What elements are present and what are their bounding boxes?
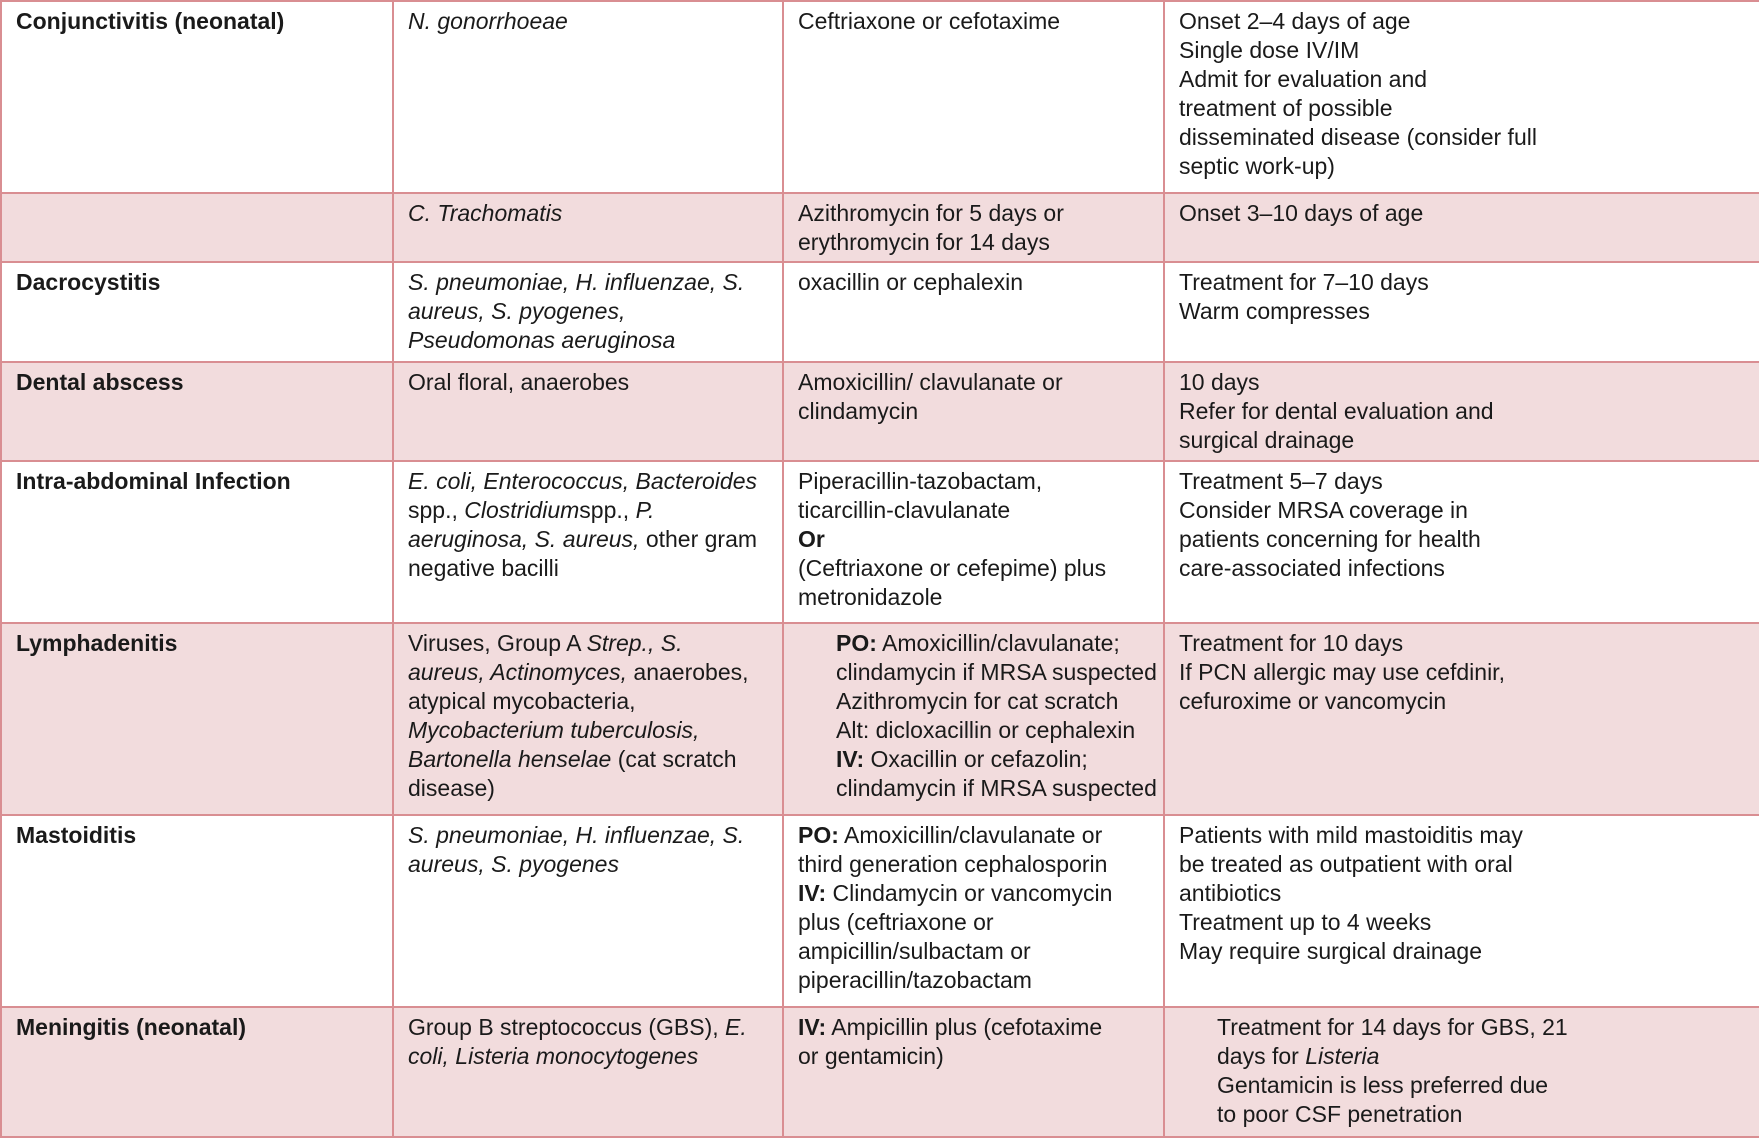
text-segment: spp., xyxy=(408,497,465,524)
table-row xyxy=(1,193,1759,262)
text-segment: Alt: dicloxacillin or cephalexin xyxy=(836,716,1136,743)
condition-cell xyxy=(1,623,393,815)
text-segment: Azithromycin for cat scratch xyxy=(836,687,1119,714)
comments-line xyxy=(1179,937,1745,966)
comments-line xyxy=(1179,850,1745,879)
text-segment: Treatment for 14 days for GBS, 21 xyxy=(1217,1013,1568,1040)
text-segment: aureus, S. pyogenes, xyxy=(408,297,626,324)
organisms-line xyxy=(408,821,768,850)
condition-cell xyxy=(1,262,393,362)
organisms-line xyxy=(408,1042,768,1071)
text-segment: P. xyxy=(635,497,655,524)
text-segment: Viruses, Group A xyxy=(408,629,587,656)
comments-line xyxy=(1179,629,1745,658)
treatment-line xyxy=(798,583,1149,612)
organisms-cell xyxy=(393,1007,783,1137)
text-segment: other gram xyxy=(639,526,758,553)
organisms-line xyxy=(408,658,768,687)
text-segment: May require surgical drainage xyxy=(1179,937,1482,964)
organisms-line xyxy=(408,554,768,583)
text-segment: Oral floral, anaerobes xyxy=(408,368,630,395)
comments-cell xyxy=(1164,461,1759,622)
text-segment: negative bacilli xyxy=(408,555,559,582)
table-row xyxy=(1,623,1759,815)
comments-line xyxy=(1179,94,1745,123)
comments-line xyxy=(1179,426,1745,455)
text-segment: Refer for dental evaluation and xyxy=(1179,397,1494,424)
treatment-line xyxy=(798,268,1149,297)
treatment-line xyxy=(798,467,1149,496)
text-segment: patients concerning for health xyxy=(1179,526,1481,553)
comments-line xyxy=(1179,297,1745,326)
text-segment: Group B streptococcus (GBS), xyxy=(408,1013,726,1040)
text-segment: Treatment for 7–10 days xyxy=(1179,268,1429,295)
text-segment: cefuroxime or vancomycin xyxy=(1179,687,1447,714)
treatment-cell xyxy=(783,815,1164,1007)
text-segment: (Ceftriaxone or cefepime) plus xyxy=(798,555,1107,582)
comments-line xyxy=(1179,525,1745,554)
text-segment: clindamycin if MRSA suspected xyxy=(836,658,1157,685)
comments-cell xyxy=(1164,815,1759,1007)
condition-label: Lymphadenitis xyxy=(16,629,178,656)
organisms-cell xyxy=(393,1,783,193)
condition-cell xyxy=(1,815,393,1007)
text-segment: spp., xyxy=(579,497,636,524)
comments-line xyxy=(1217,1100,1745,1129)
treatment-line xyxy=(836,774,1157,803)
text-segment: coli, Listeria monocytogenes xyxy=(408,1042,699,1069)
comments-line xyxy=(1179,658,1745,687)
table-row xyxy=(1,461,1759,622)
text-segment: Treatment for 10 days xyxy=(1179,629,1404,656)
comments-cell xyxy=(1164,193,1759,262)
text-segment: treatment of possible xyxy=(1179,95,1393,121)
text-segment: Ampicillin plus (cefotaxime xyxy=(826,1013,1103,1040)
organisms-line xyxy=(408,774,768,803)
treatment-line xyxy=(798,368,1149,397)
comments-line xyxy=(1217,1013,1745,1042)
condition-label: Conjunctivitis (neonatal) xyxy=(16,8,285,34)
table-row xyxy=(1,815,1759,1007)
text-segment: S. pneumoniae, H. influenzae, S. xyxy=(408,268,745,295)
organisms-line xyxy=(408,629,768,658)
table-row xyxy=(1,1007,1759,1137)
organisms-line xyxy=(408,687,768,716)
treatment-line xyxy=(798,937,1149,966)
text-segment: clindamycin if MRSA suspected xyxy=(836,774,1157,801)
text-segment: anaerobes, xyxy=(627,658,749,685)
text-segment: Consider MRSA coverage in xyxy=(1179,497,1468,524)
text-segment: N. gonorrhoeae xyxy=(408,8,568,34)
comments-line xyxy=(1179,879,1745,908)
text-segment: Or xyxy=(798,526,825,553)
text-segment: to poor CSF penetration xyxy=(1217,1100,1463,1127)
condition-label: Mastoiditis xyxy=(16,821,137,848)
treatment-cell xyxy=(783,262,1164,362)
text-segment: Pseudomonas aeruginosa xyxy=(408,326,676,353)
organisms-line xyxy=(408,467,768,496)
text-segment: Clindamycin or vancomycin xyxy=(826,879,1113,906)
text-segment: Mycobacterium tuberculosis, xyxy=(408,716,700,743)
treatment-cell xyxy=(783,193,1164,262)
text-segment: E. xyxy=(725,1013,747,1040)
treatment-cell xyxy=(783,461,1164,622)
organisms-cell xyxy=(393,461,783,622)
text-segment: Amoxicillin/clavulanate or xyxy=(838,821,1103,848)
condition-label: Intra-abdominal Infection xyxy=(16,468,291,495)
table-row xyxy=(1,262,1759,362)
comments-line xyxy=(1179,368,1745,397)
organisms-line xyxy=(408,268,768,297)
table-body xyxy=(1,1,1759,1137)
treatment-line xyxy=(798,199,1149,228)
condition-label: Dental abscess xyxy=(16,368,184,395)
comments-line xyxy=(1179,7,1745,36)
text-segment: or gentamicin) xyxy=(798,1042,944,1069)
organisms-line xyxy=(408,368,768,397)
comments-line xyxy=(1179,687,1745,716)
text-segment: oxacillin or cephalexin xyxy=(798,268,1024,295)
organisms-cell xyxy=(393,193,783,262)
organisms-line xyxy=(408,850,768,879)
comments-line xyxy=(1179,123,1745,152)
text-segment: care-associated infections xyxy=(1179,555,1445,582)
comments-line xyxy=(1179,397,1745,426)
text-segment: If PCN allergic may use cefdinir, xyxy=(1179,658,1505,685)
text-segment: metronidazole xyxy=(798,584,943,611)
text-segment: Treatment up to 4 weeks xyxy=(1179,908,1432,935)
text-segment: Admit for evaluation and xyxy=(1179,66,1428,92)
comments-line xyxy=(1179,467,1745,496)
text-segment: 10 days xyxy=(1179,368,1260,395)
comments-line xyxy=(1217,1042,1745,1071)
text-segment: Patients with mild mastoiditis may xyxy=(1179,821,1523,848)
comments-line xyxy=(1179,199,1745,228)
condition-label: Dacrocystitis xyxy=(16,268,161,295)
text-segment: clindamycin xyxy=(798,397,919,424)
treatment-cell xyxy=(783,362,1164,462)
text-segment: Bartonella henselae xyxy=(408,745,612,772)
organisms-line xyxy=(408,716,768,745)
text-segment: aureus, S. pyogenes xyxy=(408,850,619,877)
text-segment: Gentamicin is less preferred due xyxy=(1217,1071,1549,1098)
treatment-line xyxy=(836,629,1149,658)
condition-label: Meningitis (neonatal) xyxy=(16,1013,246,1040)
text-segment: S. pneumoniae, H. influenzae, S. xyxy=(408,821,745,848)
text-segment: antibiotics xyxy=(1179,879,1282,906)
table-row xyxy=(1,1,1759,193)
text-segment: ampicillin/sulbactam or xyxy=(798,937,1031,964)
organisms-cell xyxy=(393,623,783,815)
text-segment: E. coli, Enterococcus, Bacteroides xyxy=(408,468,757,495)
comments-cell xyxy=(1164,362,1759,462)
text-segment: aureus, Actinomyces, xyxy=(408,658,628,685)
text-segment: PO: xyxy=(836,629,877,656)
text-segment: erythromycin for 14 days xyxy=(798,228,1050,255)
text-segment: piperacillin/tazobactam xyxy=(798,966,1032,993)
organisms-cell xyxy=(393,362,783,462)
condition-cell xyxy=(1,1,393,193)
organisms-cell xyxy=(393,262,783,362)
organisms-cell xyxy=(393,815,783,1007)
text-segment: Onset 3–10 days of age xyxy=(1179,199,1424,226)
treatment-line xyxy=(798,908,1149,937)
table-row xyxy=(1,362,1759,462)
comments-line xyxy=(1179,554,1745,583)
text-segment: Amoxicillin/clavulanate; xyxy=(876,629,1120,656)
condition-cell xyxy=(1,1007,393,1137)
comments-cell xyxy=(1164,623,1759,815)
organisms-line xyxy=(408,525,768,554)
treatment-cell xyxy=(783,1007,1164,1137)
treatment-cell xyxy=(783,623,1164,815)
comments-line xyxy=(1179,496,1745,525)
comments-line xyxy=(1217,1071,1745,1100)
treatment-line xyxy=(798,966,1149,995)
comments-line xyxy=(1179,268,1745,297)
organisms-line xyxy=(408,7,768,36)
treatment-line xyxy=(798,496,1149,525)
text-segment: (cat scratch xyxy=(611,745,737,772)
text-segment: atypical mycobacteria, xyxy=(408,687,636,714)
treatment-line xyxy=(836,687,1149,716)
text-segment: ticarcillin-clavulanate xyxy=(798,497,1011,524)
treatment-cell xyxy=(783,1,1164,193)
treatment-line xyxy=(798,1013,1149,1042)
text-segment: PO: xyxy=(798,821,839,848)
text-segment: septic work-up) xyxy=(1179,153,1335,179)
text-segment: disease) xyxy=(408,774,495,801)
text-segment: Warm compresses xyxy=(1179,297,1370,324)
comments-cell xyxy=(1164,1007,1759,1137)
treatment-line xyxy=(798,879,1149,908)
treatment-line xyxy=(798,7,1149,36)
comments-line xyxy=(1179,152,1745,181)
organisms-line xyxy=(408,297,768,326)
organisms-line xyxy=(408,1013,768,1042)
text-segment: Strep., S. xyxy=(586,629,683,656)
text-segment: Onset 2–4 days of age xyxy=(1179,8,1411,34)
text-segment: third generation cephalosporin xyxy=(798,850,1108,877)
treatment-line xyxy=(798,821,1149,850)
treatment-line xyxy=(798,525,1149,554)
text-segment: days for xyxy=(1217,1042,1306,1069)
condition-cell xyxy=(1,461,393,622)
organisms-line xyxy=(408,326,768,355)
comments-line xyxy=(1179,36,1745,65)
organisms-line xyxy=(408,199,768,228)
text-segment: IV: xyxy=(798,879,827,906)
comments-cell xyxy=(1164,1,1759,193)
treatment-line xyxy=(798,1042,1149,1071)
treatment-line xyxy=(836,716,1149,745)
text-segment: Listeria xyxy=(1305,1042,1380,1069)
organisms-line xyxy=(408,745,768,774)
text-segment: IV: xyxy=(836,745,865,772)
organisms-line xyxy=(408,496,768,525)
text-segment: Ceftriaxone or cefotaxime xyxy=(798,8,1061,34)
treatment-line xyxy=(798,850,1149,879)
condition-cell xyxy=(1,362,393,462)
text-segment: Treatment 5–7 days xyxy=(1179,468,1383,495)
text-segment: plus (ceftriaxone or xyxy=(798,908,994,935)
treatment-line xyxy=(798,228,1149,257)
treatment-line xyxy=(836,658,1157,687)
text-segment: aeruginosa, S. aureus, xyxy=(408,526,640,553)
comments-line xyxy=(1179,908,1745,937)
comments-line xyxy=(1179,821,1745,850)
condition-cell xyxy=(1,193,393,262)
text-segment: be treated as outpatient with oral xyxy=(1179,850,1513,877)
comments-line xyxy=(1179,65,1745,94)
treatment-line xyxy=(836,745,1149,774)
text-segment: Azithromycin for 5 days or xyxy=(798,199,1064,226)
text-segment: C. Trachomatis xyxy=(408,199,563,226)
treatment-line xyxy=(798,397,1149,426)
comments-cell xyxy=(1164,262,1759,362)
text-segment: surgical drainage xyxy=(1179,426,1355,453)
text-segment: Oxacillin or cefazolin; xyxy=(864,745,1088,772)
text-segment: Piperacillin-tazobactam, xyxy=(798,468,1043,495)
text-segment: Amoxicillin/ clavulanate or xyxy=(798,368,1063,395)
text-segment: IV: xyxy=(798,1013,827,1040)
text-segment: Clostridium xyxy=(464,497,580,524)
treatment-line xyxy=(798,554,1149,583)
text-segment: disseminated disease (consider full xyxy=(1179,124,1537,150)
text-segment: Single dose IV/IM xyxy=(1179,37,1360,63)
